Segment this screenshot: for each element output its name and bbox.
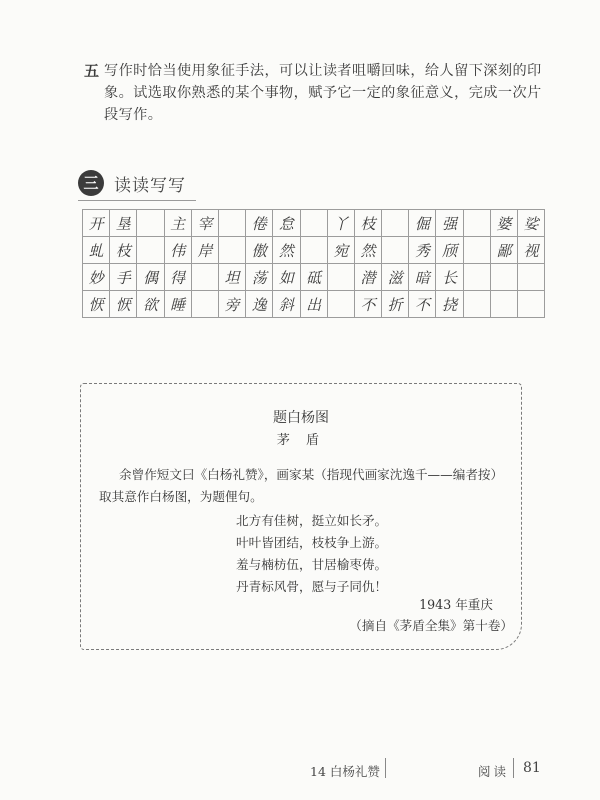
word-cell: 然 (354, 237, 381, 264)
word-cell (490, 264, 517, 291)
word-cell: 垦 (110, 210, 137, 237)
page-number: 81 (523, 760, 541, 776)
word-cell: 恹 (110, 291, 137, 318)
poem-box (80, 383, 522, 650)
word-cell: 暗 (409, 264, 436, 291)
poem-title: 题白杨图 (273, 410, 329, 426)
word-cell: 秀 (409, 237, 436, 264)
poem-line: 叶叶皆团结，枝枝争上游。 (236, 535, 388, 550)
word-cell: 视 (518, 237, 545, 264)
word-cell: 鄙 (490, 237, 517, 264)
word-cell: 娑 (518, 210, 545, 237)
word-cell (300, 237, 327, 264)
word-cell (463, 210, 490, 237)
word-cell: 睡 (164, 291, 191, 318)
word-cell: 颀 (436, 237, 463, 264)
word-cell (327, 291, 354, 318)
exercise-text: 写作时恰当使用象征手法，可以让读者咀嚼回味，给人留下深刻的印象。试选取你熟悉的某个事物，赋予它一定的象征意义，完成一次片段写作。 (104, 63, 542, 123)
poem-source: （摘自《茅盾全集》第十卷） (349, 618, 513, 633)
exercise-five (84, 60, 554, 126)
word-cell (518, 291, 545, 318)
word-cell: 妙 (83, 264, 110, 291)
word-cell (463, 237, 490, 264)
word-cell (382, 237, 409, 264)
section-badge: 三 (78, 170, 104, 196)
word-cell: 强 (436, 210, 463, 237)
word-cell: 枝 (354, 210, 381, 237)
word-cell: 得 (164, 264, 191, 291)
word-cell: 伟 (164, 237, 191, 264)
poem-date: 1943 年重庆 (419, 597, 493, 612)
footer-lesson-title: 14 白杨礼赞 (310, 764, 380, 779)
word-cell (463, 264, 490, 291)
poem-intro: 余曾作短文曰《白杨礼赞》，画家某（指现代画家沈逸千——编者按）取其意作白杨图，为题俚句。 (99, 467, 504, 504)
word-cell: 潜 (354, 264, 381, 291)
poem-author: 茅 盾 (276, 433, 326, 448)
word-cell: 欲 (137, 291, 164, 318)
word-cell: 怠 (273, 210, 300, 237)
word-cell (518, 264, 545, 291)
word-table-row (83, 237, 545, 264)
word-cell: 开 (83, 210, 110, 237)
word-cell: 砥 (300, 264, 327, 291)
word-cell: 逸 (246, 291, 273, 318)
word-cell: 虬 (83, 237, 110, 264)
word-cell: 偶 (137, 264, 164, 291)
word-cell: 滋 (382, 264, 409, 291)
word-cell: 然 (273, 237, 300, 264)
word-cell (191, 264, 218, 291)
word-table-row (83, 210, 545, 237)
word-cell (382, 210, 409, 237)
word-cell (327, 264, 354, 291)
section-header (78, 170, 186, 196)
word-cell (218, 237, 245, 264)
word-table (82, 209, 545, 318)
word-cell: 荡 (246, 264, 273, 291)
word-cell (137, 210, 164, 237)
poem-line: 羞与楠枋伍，甘居榆枣俦。 (236, 557, 388, 572)
section-underline (78, 200, 196, 201)
word-cell (218, 210, 245, 237)
footer-divider (513, 758, 514, 778)
word-cell: 旁 (218, 291, 245, 318)
footer-divider (385, 758, 386, 778)
word-cell: 岸 (191, 237, 218, 264)
word-cell: 不 (354, 291, 381, 318)
footer-section-label: 阅读 (478, 764, 510, 779)
word-cell (463, 291, 490, 318)
word-cell (191, 291, 218, 318)
word-cell: 不 (409, 291, 436, 318)
word-cell: 丫 (327, 210, 354, 237)
word-cell: 挠 (436, 291, 463, 318)
word-cell (300, 210, 327, 237)
word-cell: 主 (164, 210, 191, 237)
word-cell: 婆 (490, 210, 517, 237)
word-cell: 斜 (273, 291, 300, 318)
word-cell: 折 (382, 291, 409, 318)
word-table-row (83, 291, 545, 318)
word-cell: 出 (300, 291, 327, 318)
word-cell: 宛 (327, 237, 354, 264)
word-cell: 如 (273, 264, 300, 291)
word-table-row (83, 264, 545, 291)
word-cell: 坦 (218, 264, 245, 291)
word-cell (137, 237, 164, 264)
word-cell: 傲 (246, 237, 273, 264)
word-cell: 枝 (110, 237, 137, 264)
poem-lines (236, 510, 387, 598)
poem-line: 丹青标风骨，愿与子同仇！ (236, 579, 388, 594)
word-cell: 宰 (191, 210, 218, 237)
section-title: 读读写写 (114, 175, 186, 196)
word-cell: 手 (110, 264, 137, 291)
word-cell: 倦 (246, 210, 273, 237)
word-cell: 长 (436, 264, 463, 291)
exercise-number: 五 (84, 62, 100, 80)
word-cell: 倔 (409, 210, 436, 237)
poem-line: 北方有佳树，挺立如长矛。 (236, 513, 388, 528)
word-cell: 恹 (83, 291, 110, 318)
word-cell (490, 291, 517, 318)
